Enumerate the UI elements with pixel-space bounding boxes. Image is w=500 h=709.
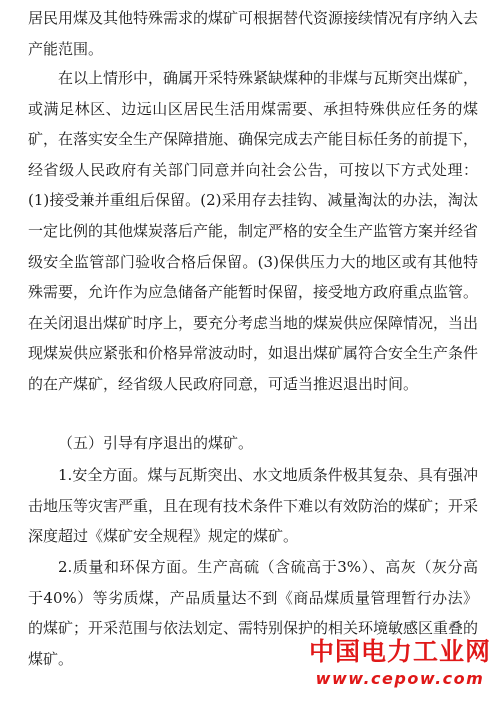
paragraph-safety: 1.安全方面。煤与瓦斯突出、水文地质条件极其复杂、具有强冲击地压等灾害严重，且在现有技术条件下难以有效防治的煤矿；开采深度超过《煤矿安全规程》规定的煤矿。 xyxy=(28,466,479,546)
paragraph-continuation: 居民用煤及其他特殊需求的煤矿可根据替代资源接续情况有序纳入去产能范围。 xyxy=(28,9,479,58)
site-watermark xyxy=(300,636,500,690)
watermark-title: 中国电力工业网 xyxy=(308,637,491,666)
paragraph-quality-environment: 2.质量和环保方面。生产高硫（含硫高于3%）、高灰（灰分高于40%）等劣质煤，产品质量达不到《商品煤质量管理暂行办法》的煤矿；开采范围与依法划定、需特别保护的相关环境敏感区重叠的煤矿。 xyxy=(28,558,479,668)
section-heading-orderly-exit: （五）引导有序退出的煤矿。 xyxy=(58,434,254,452)
watermark-url: www.cepow.com xyxy=(315,669,485,688)
paragraph-special-cases: 在以上情形中，确属开采特殊紧缺煤种的非煤与瓦斯突出煤矿，或满足林区、边远山区居民生活用煤需要、承担特殊供应任务的煤矿，在落实安全生产保障措施、确保完成去产能目标任务的前提下，经省级人民政府有关部门同意并向社会公告，可按以下方式处理：(1)接受兼并重组后保留。(2)采用存去挂钩、减量淘汰的办法，淘汰一定比例的其他煤炭落后产能，制定严格的安全生产监管方案并经省级安全监管部门验收合格后保留。(3)保供压力大的地区或有其他特殊需要，允许作为应急储备产能暂时保留，接受地方政府重点监管。在关闭退出煤矿时序上，要充分考虑当地的煤炭供应保障情况，当出现煤炭供应紧张和价格异常波动时，如退出煤矿属符合安全生产条件的在产煤矿，经省级人民政府同意，可适当推迟退出时间。 xyxy=(28,69,479,393)
